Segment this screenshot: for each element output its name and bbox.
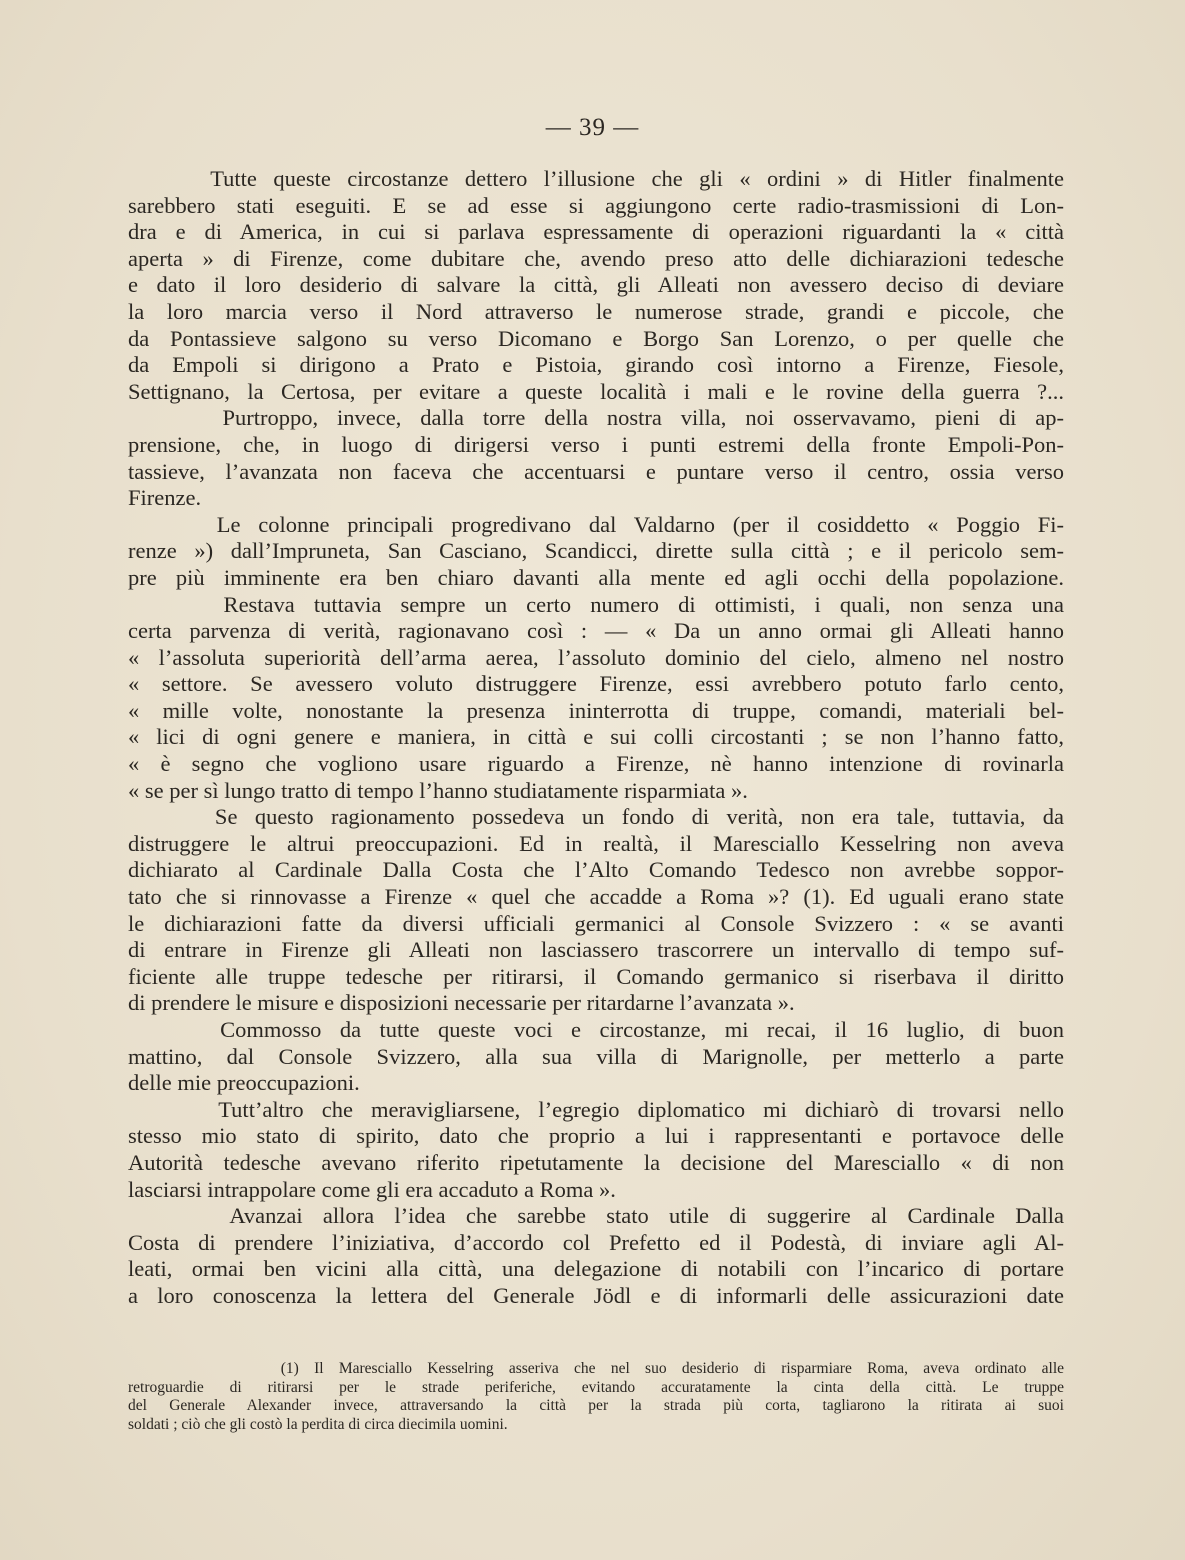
text-line: tassieve, l’avanzata non faceva che accentuarsi e puntare verso il centro, ossia verso bbox=[128, 458, 1064, 484]
footnote-line: (1) Il Maresciallo Kesselring asseriva che nel suo desiderio di risparmiare Roma, aveva ordinato alle bbox=[128, 1360, 1064, 1377]
text-line: « se per sì lungo tratto di tempo l’hanno studiatamente risparmiata ». bbox=[128, 777, 748, 803]
text-line: ficiente alle truppe tedesche per ritirarsi, il Comando germanico si riserbava il diritto bbox=[128, 963, 1064, 989]
text-line: la loro marcia verso il Nord attraverso le numerose strade, grandi e piccole, che bbox=[128, 298, 1064, 324]
footnotes bbox=[128, 1360, 1064, 1434]
text-line: lasciarsi intrappolare come gli era accaduto a Roma ». bbox=[128, 1176, 616, 1202]
text-line: Autorità tedesche avevano riferito ripetutamente la decisione del Maresciallo « di non bbox=[128, 1149, 1064, 1175]
text-line: aperta » di Firenze, come dubitare che, avendo preso atto delle dichiarazioni tedesche bbox=[128, 245, 1064, 271]
text-line: da Pontassieve salgono su verso Dicomano e Borgo San Lorenzo, o per quelle che bbox=[128, 325, 1064, 351]
text-line: renze ») dall’Impruneta, San Casciano, Scandicci, dirette sulla città ; e il pericolo sem- bbox=[128, 538, 1064, 564]
text-line: distruggere le altrui preoccupazioni. Ed in realtà, il Maresciallo Kesselring non aveva bbox=[128, 830, 1064, 856]
footnote-line: retroguardie di ritirarsi per le strade periferiche, evitando accuratamente la cinta della città. Le truppe bbox=[128, 1378, 1064, 1396]
text-line: di prendere le misure e disposizioni necessarie per ritardarne l’avanzata ». bbox=[128, 990, 795, 1016]
text-line: a loro conoscenza la lettera del Generale Jödl e di informarli delle assicurazioni date bbox=[128, 1282, 1064, 1308]
text-line: Tutte queste circostanze dettero l’illusione che gli « ordini » di Hitler finalmente bbox=[128, 166, 1064, 191]
text-line: leati, ormai ben vicini alla città, una delegazione di notabili con l’incarico di portare bbox=[128, 1256, 1064, 1282]
body-text bbox=[128, 166, 1064, 1310]
text-line: « l’assoluta superiorità dell’arma aerea, l’assoluto dominio del cielo, almeno nel nostro bbox=[128, 644, 1064, 670]
text-line: « è segno che vogliono usare riguardo a Firenze, nè hanno intenzione di rovinarla bbox=[128, 751, 1064, 777]
text-line: Settignano, la Certosa, per evitare a queste località i mali e le rovine della guerra ?... bbox=[128, 378, 1064, 404]
text-line: Tutt’altro che meravigliarsene, l’egregio diplomatico mi dichiarò di trovarsi nello bbox=[128, 1096, 1064, 1122]
text-line: Restava tuttavia sempre un certo numero di ottimisti, i quali, non senza una bbox=[128, 591, 1064, 617]
text-line: dra e di America, in cui si parlava espressamente di operazioni riguardanti la « città bbox=[128, 219, 1064, 245]
text-line: Commosso da tutte queste voci e circostanze, mi recai, il 16 luglio, di buon bbox=[128, 1017, 1064, 1042]
text-line: da Empoli si dirigono a Prato e Pistoia, girando così intorno a Firenze, Fiesole, bbox=[128, 352, 1064, 378]
text-line: « mille volte, nonostante la presenza ininterrotta di truppe, comandi, materiali bel- bbox=[128, 697, 1064, 723]
text-line: Purtroppo, invece, dalla torre della nostra villa, noi osservavamo, pieni di ap- bbox=[128, 405, 1064, 431]
text-line: Firenze. bbox=[128, 485, 202, 511]
text-line: sarebbero stati eseguiti. E se ad esse si aggiungono certe radio-trasmissioni di Lon- bbox=[128, 192, 1064, 218]
text-line: Se questo ragionamento possedeva un fondo di verità, non era tale, tuttavia, da bbox=[128, 804, 1064, 830]
text-line: e dato il loro desiderio di salvare la città, gli Alleati non avessero deciso di deviare bbox=[128, 272, 1064, 298]
text-line: stesso mio stato di spirito, dato che proprio a lui i rappresentanti e portavoce delle bbox=[128, 1123, 1064, 1149]
footnote-line: del Generale Alexander invece, attraversando la città per la strada più corta, tagliarono la ritirata ai suoi bbox=[128, 1397, 1064, 1415]
text-line: le dichiarazioni fatte da diversi ufficiali germanici al Console Svizzero : « se avanti bbox=[128, 910, 1064, 936]
text-line: mattino, dal Console Svizzero, alla sua villa di Marignolle, per metterlo a parte bbox=[128, 1043, 1064, 1069]
page-number: — 39 — bbox=[545, 114, 640, 141]
footnote-line: soldati ; ciò che gli costò la perdita di circa diecimila uomini. bbox=[128, 1415, 508, 1433]
text-line: di entrare in Firenze gli Alleati non lasciassero trascorrere un intervallo di tempo suf- bbox=[128, 937, 1064, 963]
text-line: pre più imminente era ben chiaro davanti alla mente ed agli occhi della popolazione. bbox=[128, 564, 1064, 590]
text-line: tato che si rinnovasse a Firenze « quel che accadde a Roma »? (1). Ed uguali erano state bbox=[128, 884, 1064, 910]
text-line: Le colonne principali progredivano dal Valdarno (per il cosiddetto « Poggio Fi- bbox=[128, 511, 1064, 537]
text-line: « lici di ogni genere e maniera, in città e sui colli circostanti ; se non l’hanno fatto, bbox=[128, 724, 1064, 750]
text-line: dichiarato al Cardinale Dalla Costa che l’Alto Comando Tedesco non avrebbe soppor- bbox=[128, 857, 1064, 883]
text-line: « settore. Se avessero voluto distruggere Firenze, essi avrebbero potuto farlo cento, bbox=[128, 671, 1064, 697]
text-line: certa parvenza di verità, ragionavano così : — « Da un anno ormai gli Alleati hanno bbox=[128, 618, 1064, 644]
text-line: prensione, che, in luogo di dirigersi verso i punti estremi della fronte Empoli-Pon- bbox=[128, 431, 1064, 457]
text-line: delle mie preoccupazioni. bbox=[128, 1070, 360, 1096]
text-line: Costa di prendere l’iniziativa, d’accordo col Prefetto ed il Podestà, di inviare agli Al- bbox=[128, 1229, 1064, 1255]
text-line: Avanzai allora l’idea che sarebbe stato utile di suggerire al Cardinale Dalla bbox=[128, 1203, 1064, 1229]
